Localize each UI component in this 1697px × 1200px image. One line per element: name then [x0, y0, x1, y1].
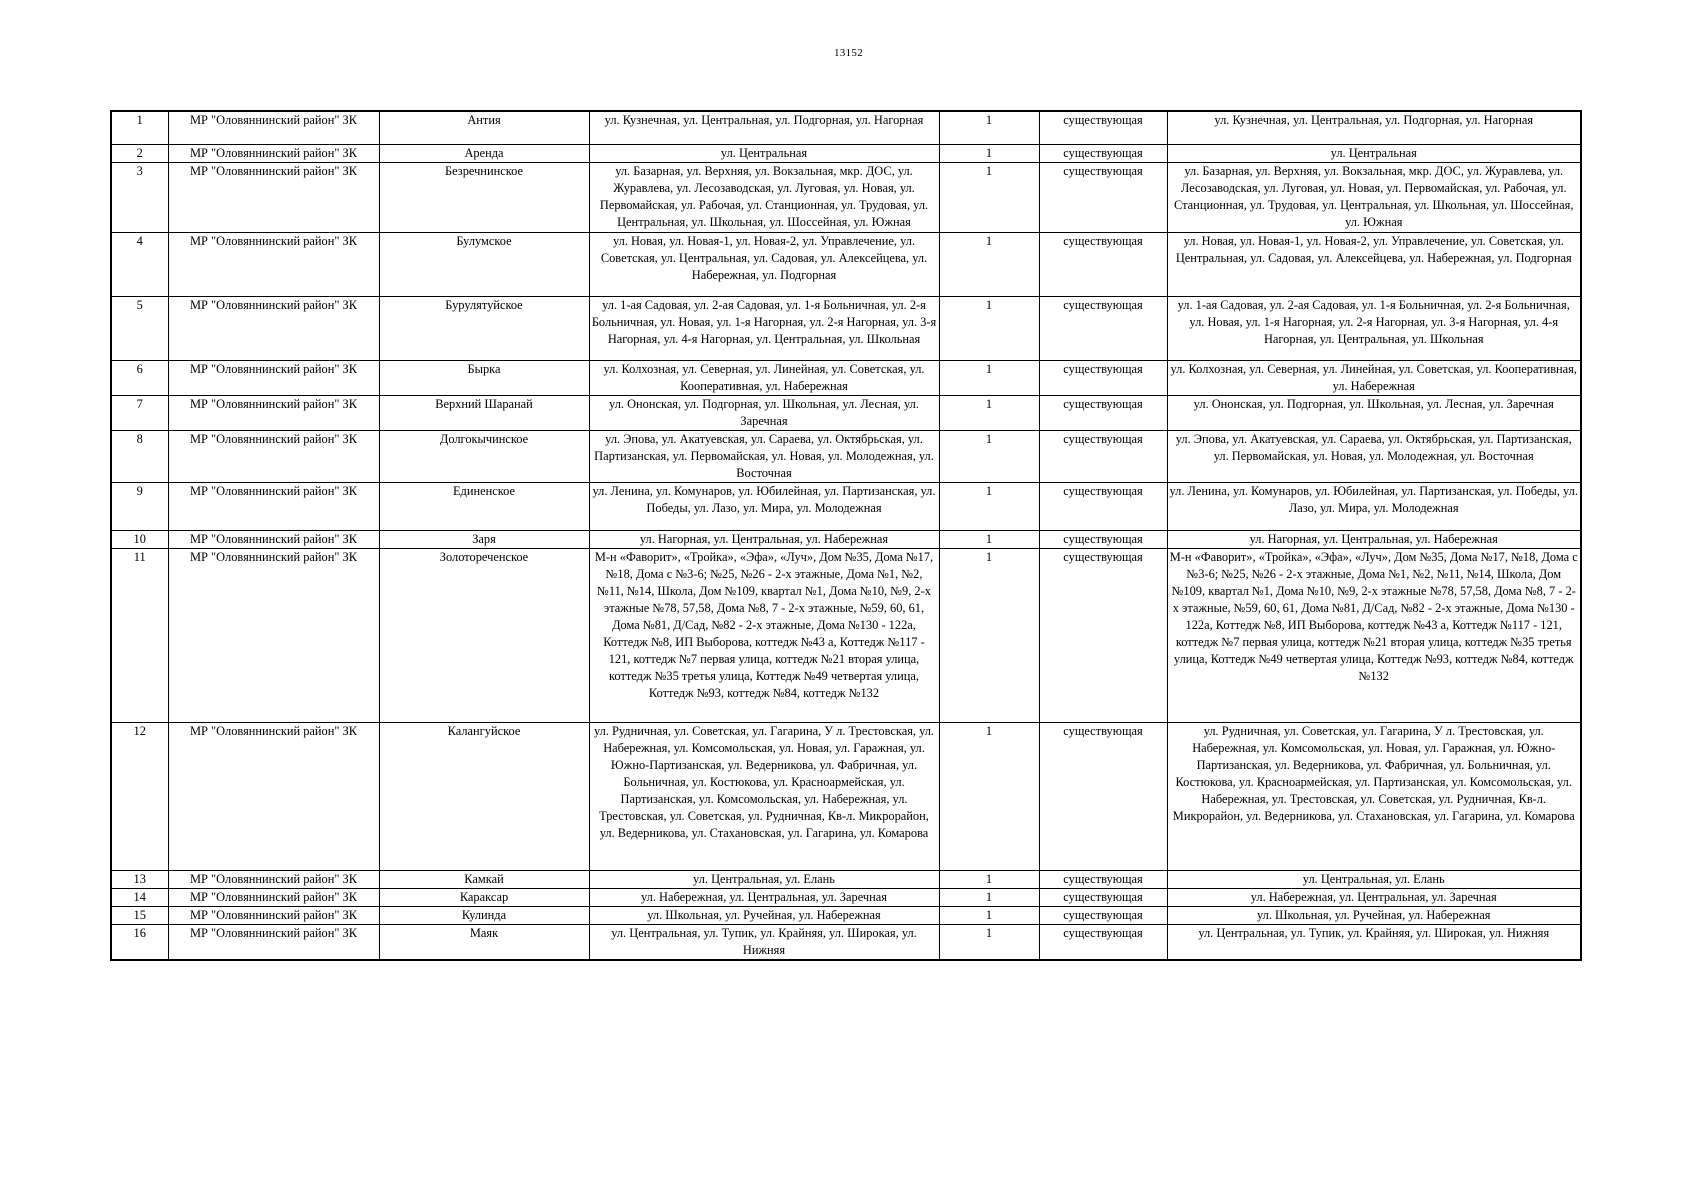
- count-cell: 1: [939, 145, 1039, 163]
- locality-cell: Аренда: [379, 145, 589, 163]
- table-row: [111, 145, 1581, 163]
- status-cell: существующая: [1039, 431, 1167, 483]
- streets-cell: ул. Кузнечная, ул. Центральная, ул. Подгорная, ул. Нагорная: [589, 111, 939, 145]
- district-cell: МР "Оловяннинский район" ЗК: [168, 723, 379, 871]
- streets-cell: ул. Центральная: [589, 145, 939, 163]
- streets-repeat-cell: ул. Школьная, ул. Ручейная, ул. Набережная: [1167, 907, 1581, 925]
- streets-repeat-cell: ул. Рудничная, ул. Советская, ул. Гагарина, У л. Трестовская, ул. Набережная, ул. Комсомольская, ул. Новая, ул. Гаражная, ул. Южно-Партизанская, ул. Ведерникова, ул. Фабричная, ул. Больничная, ул. Костюкова, ул. Красноармейская, ул. Партизанская, ул. Комсомольская, ул. Набережная, ул. Трестовская, ул. Советская, ул. Рудничная, Кв-л. Микрорайон, ул. Ведерникова, ул. Стахановская, ул. Гагарина, ул. Комарова: [1167, 723, 1581, 871]
- count-cell: 1: [939, 483, 1039, 531]
- registry-table-body: [111, 111, 1581, 960]
- count-cell: 1: [939, 925, 1039, 961]
- streets-cell: ул. Набережная, ул. Центральная, ул. Заречная: [589, 889, 939, 907]
- count-cell: 1: [939, 723, 1039, 871]
- status-cell: существующая: [1039, 483, 1167, 531]
- locality-cell: Кулинда: [379, 907, 589, 925]
- district-cell: МР "Оловяннинский район" ЗК: [168, 907, 379, 925]
- status-cell: существующая: [1039, 549, 1167, 723]
- locality-cell: Золотореченское: [379, 549, 589, 723]
- locality-cell: Единенское: [379, 483, 589, 531]
- row-number: 10: [111, 531, 168, 549]
- status-cell: существующая: [1039, 145, 1167, 163]
- table-row: [111, 907, 1581, 925]
- row-number: 15: [111, 907, 168, 925]
- locality-cell: Антия: [379, 111, 589, 145]
- district-cell: МР "Оловяннинский район" ЗК: [168, 925, 379, 961]
- table-row: [111, 396, 1581, 431]
- row-number: 9: [111, 483, 168, 531]
- status-cell: существующая: [1039, 111, 1167, 145]
- row-number: 12: [111, 723, 168, 871]
- table-row: [111, 531, 1581, 549]
- locality-cell: Верхний Шаранай: [379, 396, 589, 431]
- streets-cell: ул. Колхозная, ул. Северная, ул. Линейная, ул. Советская, ул. Кооперативная, ул. Набережная: [589, 361, 939, 396]
- locality-cell: Заря: [379, 531, 589, 549]
- status-cell: существующая: [1039, 361, 1167, 396]
- row-number: 14: [111, 889, 168, 907]
- count-cell: 1: [939, 907, 1039, 925]
- status-cell: существующая: [1039, 233, 1167, 297]
- count-cell: 1: [939, 396, 1039, 431]
- count-cell: 1: [939, 233, 1039, 297]
- status-cell: существующая: [1039, 163, 1167, 233]
- table-row: [111, 889, 1581, 907]
- locality-cell: Караксар: [379, 889, 589, 907]
- row-number: 2: [111, 145, 168, 163]
- row-number: 7: [111, 396, 168, 431]
- locality-cell: Камкай: [379, 871, 589, 889]
- district-cell: МР "Оловяннинский район" ЗК: [168, 361, 379, 396]
- district-cell: МР "Оловяннинский район" ЗК: [168, 431, 379, 483]
- table-row: [111, 871, 1581, 889]
- district-cell: МР "Оловяннинский район" ЗК: [168, 111, 379, 145]
- streets-repeat-cell: ул. Центральная: [1167, 145, 1581, 163]
- streets-cell: ул. 1-ая Садовая, ул. 2-ая Садовая, ул. 1-я Больничная, ул. 2-я Больничная, ул. Новая, ул. 1-я Нагорная, ул. 2-я Нагорная, ул. 3-я Нагорная, ул. 4-я Нагорная, ул. Центральная, ул. Школьная: [589, 297, 939, 361]
- streets-repeat-cell: ул. Колхозная, ул. Северная, ул. Линейная, ул. Советская, ул. Кооперативная, ул. Набережная: [1167, 361, 1581, 396]
- streets-cell: ул. Нагорная, ул. Центральная, ул. Набережная: [589, 531, 939, 549]
- streets-cell: М-н «Фаворит», «Тройка», «Эфа», «Луч», Дом №35, Дома №17, №18, Дома с №3-6; №25, №26 - 2-х этажные, Дома №1, №2, №11, №14, Школа, Дом №109, квартал №1, Дома №10, №9, 2-х этажные №78, 57,58, Дома №8, 7 - 2-х этажные, №59, 60, 61, Дома №81, Д/Сад, №82 - 2-х этажные, Дома №130 - 122а, Коттедж №8, ИП Выборова, коттедж №43 а, Коттедж №117 - 121, коттедж №7 первая улица, коттедж №21 вторая улица, коттедж №35 третья улица, Коттедж №49 четвертая улица, Коттедж №93, коттедж №84, коттедж №132: [589, 549, 939, 723]
- status-cell: существующая: [1039, 907, 1167, 925]
- locality-cell: Бырка: [379, 361, 589, 396]
- streets-repeat-cell: ул. Ленина, ул. Комунаров, ул. Юбилейная, ул. Партизанская, ул. Победы, ул. Лазо, ул. Мира, ул. Молодежная: [1167, 483, 1581, 531]
- table-row: [111, 925, 1581, 961]
- district-cell: МР "Оловяннинский район" ЗК: [168, 233, 379, 297]
- district-cell: МР "Оловяннинский район" ЗК: [168, 871, 379, 889]
- row-number: 3: [111, 163, 168, 233]
- status-cell: существующая: [1039, 531, 1167, 549]
- streets-cell: ул. Ленина, ул. Комунаров, ул. Юбилейная, ул. Партизанская, ул. Победы, ул. Лазо, ул. Мира, ул. Молодежная: [589, 483, 939, 531]
- page-number: 13152: [834, 47, 863, 59]
- table-row: [111, 233, 1581, 297]
- count-cell: 1: [939, 297, 1039, 361]
- table-row: [111, 297, 1581, 361]
- district-cell: МР "Оловяннинский район" ЗК: [168, 297, 379, 361]
- status-cell: существующая: [1039, 723, 1167, 871]
- locality-cell: Безречнинское: [379, 163, 589, 233]
- locality-cell: Долгокычинское: [379, 431, 589, 483]
- count-cell: 1: [939, 531, 1039, 549]
- streets-cell: ул. Эпова, ул. Акатуевская, ул. Сараева, ул. Октябрьская, ул. Партизанская, ул. Первомайская, ул. Новая, ул. Молодежная, ул. Восточная: [589, 431, 939, 483]
- streets-cell: ул. Рудничная, ул. Советская, ул. Гагарина, У л. Трестовская, ул. Набережная, ул. Комсомольская, ул. Новая, ул. Гаражная, ул. Южно-Партизанская, ул. Ведерникова, ул. Фабричная, ул. Больничная, ул. Костюкова, ул. Красноармейская, ул. Партизанская, ул. Комсомольская, ул. Набережная, ул. Трестовская, ул. Советская, ул. Рудничная, Кв-л. Микрорайон, ул. Ведерникова, ул. Стахановская, ул. Гагарина, ул. Комарова: [589, 723, 939, 871]
- district-cell: МР "Оловяннинский район" ЗК: [168, 889, 379, 907]
- streets-cell: ул. Базарная, ул. Верхняя, ул. Вокзальная, мкр. ДОС, ул. Журавлева, ул. Лесозаводская, ул. Луговая, ул. Новая, ул. Первомайская, ул. Рабочая, ул. Станционная, ул. Трудовая, ул. Центральная, ул. Школьная, ул. Шоссейная, ул. Южная: [589, 163, 939, 233]
- count-cell: 1: [939, 549, 1039, 723]
- table-row: [111, 549, 1581, 723]
- streets-repeat-cell: ул. 1-ая Садовая, ул. 2-ая Садовая, ул. 1-я Больничная, ул. 2-я Больничная, ул. Новая, ул. 1-я Нагорная, ул. 2-я Нагорная, ул. 3-я Нагорная, ул. 4-я Нагорная, ул. Центральная, ул. Школьная: [1167, 297, 1581, 361]
- count-cell: 1: [939, 111, 1039, 145]
- count-cell: 1: [939, 889, 1039, 907]
- count-cell: 1: [939, 361, 1039, 396]
- status-cell: существующая: [1039, 396, 1167, 431]
- streets-cell: ул. Центральная, ул. Елань: [589, 871, 939, 889]
- table-row: [111, 483, 1581, 531]
- row-number: 8: [111, 431, 168, 483]
- streets-repeat-cell: ул. Эпова, ул. Акатуевская, ул. Сараева, ул. Октябрьская, ул. Партизанская, ул. Первомайская, ул. Новая, ул. Молодежная, ул. Восточная: [1167, 431, 1581, 483]
- locality-cell: Маяк: [379, 925, 589, 961]
- table-row: [111, 111, 1581, 145]
- table-row: [111, 431, 1581, 483]
- district-cell: МР "Оловяннинский район" ЗК: [168, 396, 379, 431]
- status-cell: существующая: [1039, 871, 1167, 889]
- streets-cell: ул. Школьная, ул. Ручейная, ул. Набережная: [589, 907, 939, 925]
- district-cell: МР "Оловяннинский район" ЗК: [168, 549, 379, 723]
- streets-repeat-cell: М-н «Фаворит», «Тройка», «Эфа», «Луч», Дом №35, Дома №17, №18, Дома с №3-6; №25, №26 - 2-х этажные, Дома №1, №2, №11, №14, Школа, Дом №109, квартал №1, Дома №10, №9, 2-х этажные №78, 57,58, Дома №8, 7 - 2-х этажные, №59, 60, 61, Дома №81, Д/Сад, №82 - 2-х этажные, Дома №130 - 122а, Коттедж №8, ИП Выборова, коттедж №43 а, Коттедж №117 - 121, коттедж №7 первая улица, коттедж №21 вторая улица, коттедж №35 третья улица, Коттедж №49 четвертая улица, Коттедж №93, коттедж №84, коттедж №132: [1167, 549, 1581, 723]
- count-cell: 1: [939, 871, 1039, 889]
- registry-table: [110, 110, 1582, 961]
- row-number: 13: [111, 871, 168, 889]
- row-number: 1: [111, 111, 168, 145]
- row-number: 6: [111, 361, 168, 396]
- streets-repeat-cell: ул. Нагорная, ул. Центральная, ул. Набережная: [1167, 531, 1581, 549]
- streets-repeat-cell: ул. Набережная, ул. Центральная, ул. Заречная: [1167, 889, 1581, 907]
- district-cell: МР "Оловяннинский район" ЗК: [168, 145, 379, 163]
- district-cell: МР "Оловяннинский район" ЗК: [168, 163, 379, 233]
- locality-cell: Бурулятуйское: [379, 297, 589, 361]
- table-row: [111, 361, 1581, 396]
- streets-cell: ул. Ононская, ул. Подгорная, ул. Школьная, ул. Лесная, ул. Заречная: [589, 396, 939, 431]
- district-cell: МР "Оловяннинский район" ЗК: [168, 531, 379, 549]
- streets-repeat-cell: ул. Новая, ул. Новая-1, ул. Новая-2, ул. Управлечение, ул. Советская, ул. Центральная, ул. Садовая, ул. Алексейцева, ул. Набережная, ул. Подгорная: [1167, 233, 1581, 297]
- streets-repeat-cell: ул. Кузнечная, ул. Центральная, ул. Подгорная, ул. Нагорная: [1167, 111, 1581, 145]
- streets-repeat-cell: ул. Центральная, ул. Тупик, ул. Крайняя, ул. Широкая, ул. Нижняя: [1167, 925, 1581, 961]
- row-number: 16: [111, 925, 168, 961]
- district-cell: МР "Оловяннинский район" ЗК: [168, 483, 379, 531]
- row-number: 11: [111, 549, 168, 723]
- status-cell: существующая: [1039, 297, 1167, 361]
- count-cell: 1: [939, 163, 1039, 233]
- streets-repeat-cell: ул. Ононская, ул. Подгорная, ул. Школьная, ул. Лесная, ул. Заречная: [1167, 396, 1581, 431]
- locality-cell: Калангуйское: [379, 723, 589, 871]
- locality-cell: Булумское: [379, 233, 589, 297]
- streets-repeat-cell: ул. Центральная, ул. Елань: [1167, 871, 1581, 889]
- status-cell: существующая: [1039, 889, 1167, 907]
- streets-cell: ул. Новая, ул. Новая-1, ул. Новая-2, ул. Управлечение, ул. Советская, ул. Центральная, ул. Садовая, ул. Алексейцева, ул. Набережная, ул. Подгорная: [589, 233, 939, 297]
- streets-repeat-cell: ул. Базарная, ул. Верхняя, ул. Вокзальная, мкр. ДОС, ул. Журавлева, ул. Лесозаводская, ул. Луговая, ул. Новая, ул. Первомайская, ул. Рабочая, ул. Станционная, ул. Трудовая, ул. Центральная, ул. Школьная, ул. Шоссейная, ул. Южная: [1167, 163, 1581, 233]
- table-row: [111, 163, 1581, 233]
- status-cell: существующая: [1039, 925, 1167, 961]
- row-number: 4: [111, 233, 168, 297]
- row-number: 5: [111, 297, 168, 361]
- table-row: [111, 723, 1581, 871]
- count-cell: 1: [939, 431, 1039, 483]
- streets-cell: ул. Центральная, ул. Тупик, ул. Крайняя, ул. Широкая, ул. Нижняя: [589, 925, 939, 961]
